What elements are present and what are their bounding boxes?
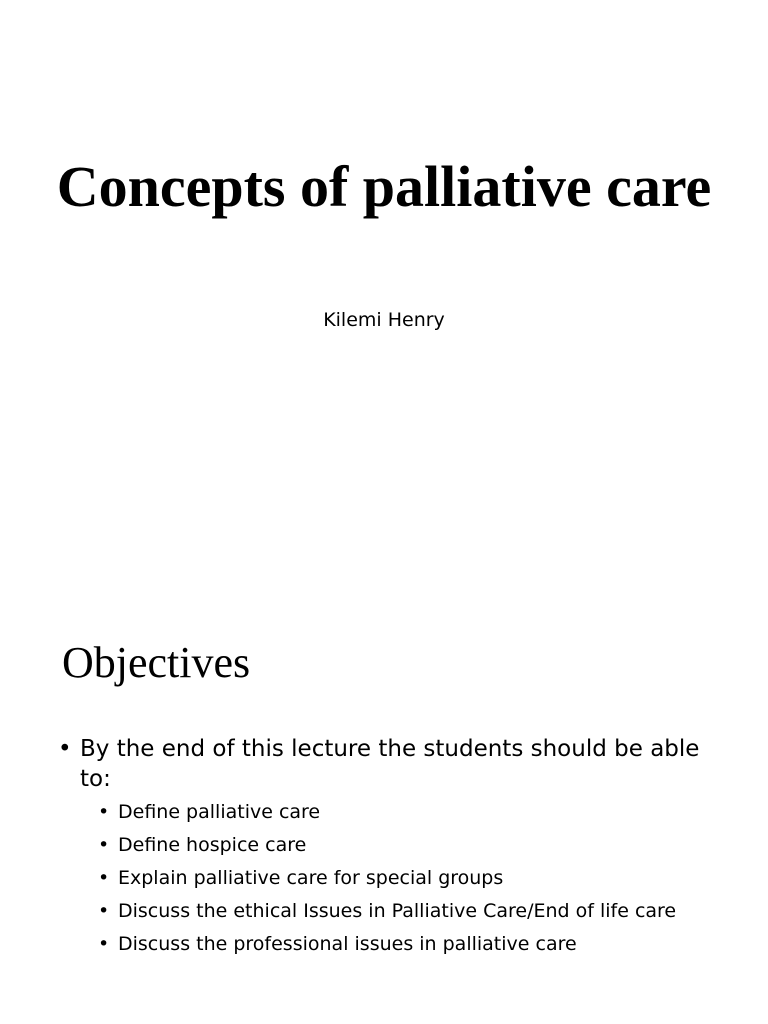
presentation-title: Concepts of palliative care — [56, 154, 712, 219]
objective-text: Explain palliative care for special groups — [118, 867, 504, 889]
objectives-intro-text: By the end of this lecture the students should be able to: — [80, 736, 700, 792]
objective-item — [98, 864, 718, 892]
objectives-intro-item — [58, 734, 718, 958]
presenter-name: Kilemi Henry — [323, 309, 445, 331]
objective-item — [98, 930, 718, 958]
objective-text: Discuss the ethical Issues in Palliative Care/End of life care — [118, 900, 677, 922]
objectives-sub-list — [80, 798, 718, 958]
bullet-icon: • — [98, 900, 110, 922]
objective-text: Define hospice care — [118, 834, 307, 856]
bullet-icon: • — [98, 834, 110, 856]
bullet-icon: • — [98, 933, 110, 955]
objectives-slide — [0, 576, 768, 1024]
bullet-icon: • — [98, 801, 110, 823]
objective-item — [98, 798, 718, 826]
objective-item — [98, 831, 718, 859]
objective-text: Discuss the professional issues in palliative care — [118, 933, 577, 955]
objectives-heading: Objectives — [62, 638, 251, 687]
objective-text: Define palliative care — [118, 801, 321, 823]
bullet-icon: • — [58, 736, 72, 762]
bullet-icon: • — [98, 867, 110, 889]
objective-item — [98, 897, 718, 925]
objectives-list — [58, 734, 718, 963]
